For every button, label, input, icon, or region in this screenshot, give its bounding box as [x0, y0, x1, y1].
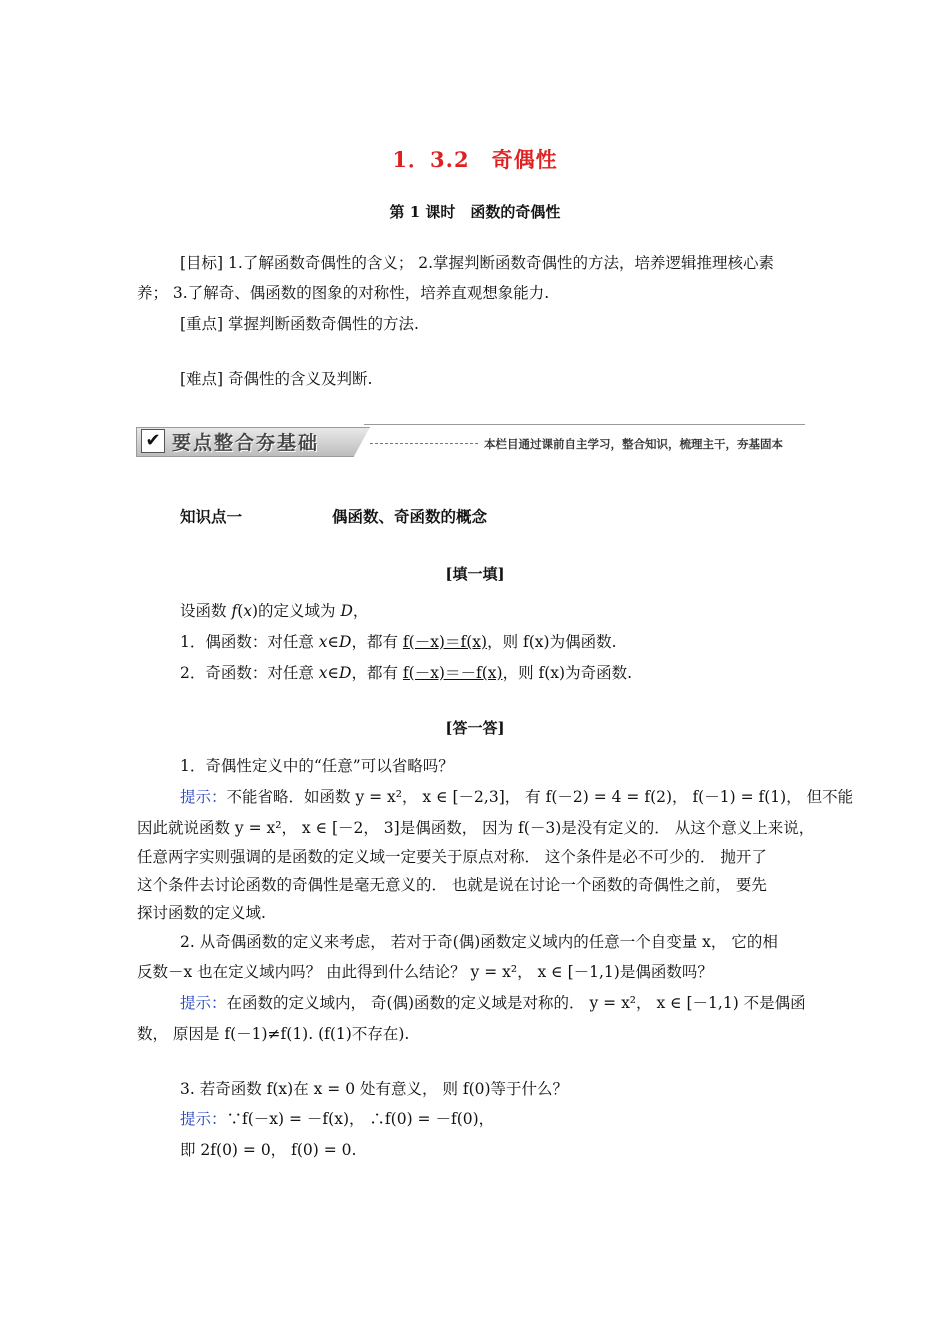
answer-1-line-4: 这个条件去讨论函数的奇偶性是毫无意义的． 也就是说在讨论一个函数的奇偶性之前， 要先 — [137, 876, 767, 894]
hint-label: 提示： — [180, 1110, 227, 1128]
answer-blank: f(－x)＝f(x) — [402, 633, 488, 651]
banner-note: 本栏目通过课前自主学习，整合知识，梳理主干，夯基固本 — [484, 437, 783, 451]
lesson-subtitle: 第 1 课时 函数的奇偶性 — [389, 203, 561, 221]
check-icon: ✔ — [141, 429, 165, 453]
text: 不能省略．如函数 y = x²， x ∈ [－2,3]， 有 f(－2) = 4 = f(2)， f(－1) = f(1)， 但不能 — [226, 788, 854, 806]
section-label: 知识点一 — [180, 507, 243, 526]
answer-2-line-2: 数， 原因是 f(－1)≠f(1). (f(1)不存在). — [137, 1025, 410, 1043]
qa-heading: [答一答] — [445, 719, 505, 737]
text: x — [243, 602, 252, 620]
text: 为奇函数. — [565, 664, 633, 682]
hint-label: 提示： — [180, 788, 227, 806]
text: ， — [352, 602, 369, 620]
key-label: [重点] — [180, 315, 224, 333]
banner-rule — [364, 424, 805, 425]
difficulty-text: 奇偶性的含义及判断. — [223, 370, 373, 388]
answer-3-line-1 — [180, 1109, 817, 1129]
question-1: 1．奇偶性定义中的“任意”可以省略吗？ — [180, 757, 454, 775]
hint-label: 提示： — [180, 994, 227, 1012]
page-title: 1．3.2 奇偶性 — [392, 147, 558, 172]
text: D — [340, 602, 353, 620]
text: ，则 — [502, 664, 539, 682]
text: 1．偶函数：对任意 — [180, 633, 319, 651]
text: f(x) — [523, 633, 550, 651]
text: D — [339, 664, 352, 682]
text: ∈ — [327, 633, 340, 651]
question-2-line-1: 2. 从奇偶函数的定义来考虑， 若对于奇(偶)函数定义域内的任意一个自变量 x， 它的相 — [180, 933, 778, 951]
text: f(x) — [538, 664, 566, 682]
text: 设函数 — [180, 602, 232, 620]
goal-label: [目标] — [180, 254, 224, 272]
text: 为偶函数. — [549, 633, 617, 651]
answer-1-line-1 — [180, 787, 854, 807]
goal-line-2: 养； 3.了解奇、偶函数的图象的对称性，培养直观想象能力. — [137, 284, 550, 302]
section-banner — [136, 424, 805, 458]
answer-3-line-2: 即 2f(0) = 0， f(0) = 0. — [180, 1141, 357, 1159]
text: )的定义域为 — [252, 602, 341, 620]
answer-2-line-1 — [180, 993, 817, 1013]
text: ∵f(－x) = －f(x)， ∴f(0) = －f(0)， — [226, 1110, 495, 1128]
difficulty-point — [180, 369, 817, 389]
goal-text-1: 1.了解函数奇偶性的含义； 2.掌握判断函数奇偶性的方法，培养逻辑推理核心素 — [223, 254, 775, 272]
goal-line-1 — [180, 253, 817, 273]
text: 2．奇函数：对任意 — [180, 664, 319, 682]
text: x — [318, 664, 328, 682]
text: 在函数的定义域内， 奇(偶)函数的定义域是对称的． y = x²， x ∈ [－1,1) 不是偶函 — [226, 994, 806, 1012]
fill-heading: [填一填] — [445, 565, 505, 583]
text: ，都有 — [351, 664, 403, 682]
section-name: 偶函数、奇函数的概念 — [332, 507, 488, 526]
fill-intro — [180, 601, 817, 621]
answer-blank: f(－x)＝－f(x) — [402, 664, 503, 682]
text: ，则 — [487, 633, 523, 651]
key-text: 掌握判断函数奇偶性的方法. — [223, 315, 419, 333]
text: D — [339, 633, 352, 651]
banner-title: 要点整合夯基础 — [172, 432, 320, 454]
text: x — [318, 633, 328, 651]
difficulty-label: [难点] — [180, 370, 224, 388]
answer-1-line-5: 探讨函数的定义域. — [137, 904, 266, 922]
odd-definition — [180, 663, 817, 683]
answer-1-line-2: 因此就说函数 y = x²， x ∈ [－2， 3]是偶函数， 因为 f(－3)是没有定义的． 从这个意义上来说， — [137, 819, 815, 837]
text: ∈ — [327, 664, 340, 682]
question-2-line-2: 反数－x 也在定义域内吗？ 由此得到什么结论？ y = x²， x ∈ [－1,1)是偶函数吗？ — [137, 963, 713, 981]
text: f — [231, 602, 238, 620]
text: ，都有 — [351, 633, 403, 651]
answer-1-line-3: 任意两字实则强调的是函数的定义域一定要关于原点对称． 这个条件是必不可少的． 抛开了 — [137, 848, 767, 866]
even-definition — [180, 632, 817, 652]
key-point — [180, 314, 817, 334]
banner-dash — [370, 443, 478, 444]
text: ( — [237, 602, 244, 620]
question-3: 3. 若奇函数 f(x)在 x = 0 处有意义， 则 f(0)等于什么？ — [180, 1080, 569, 1098]
